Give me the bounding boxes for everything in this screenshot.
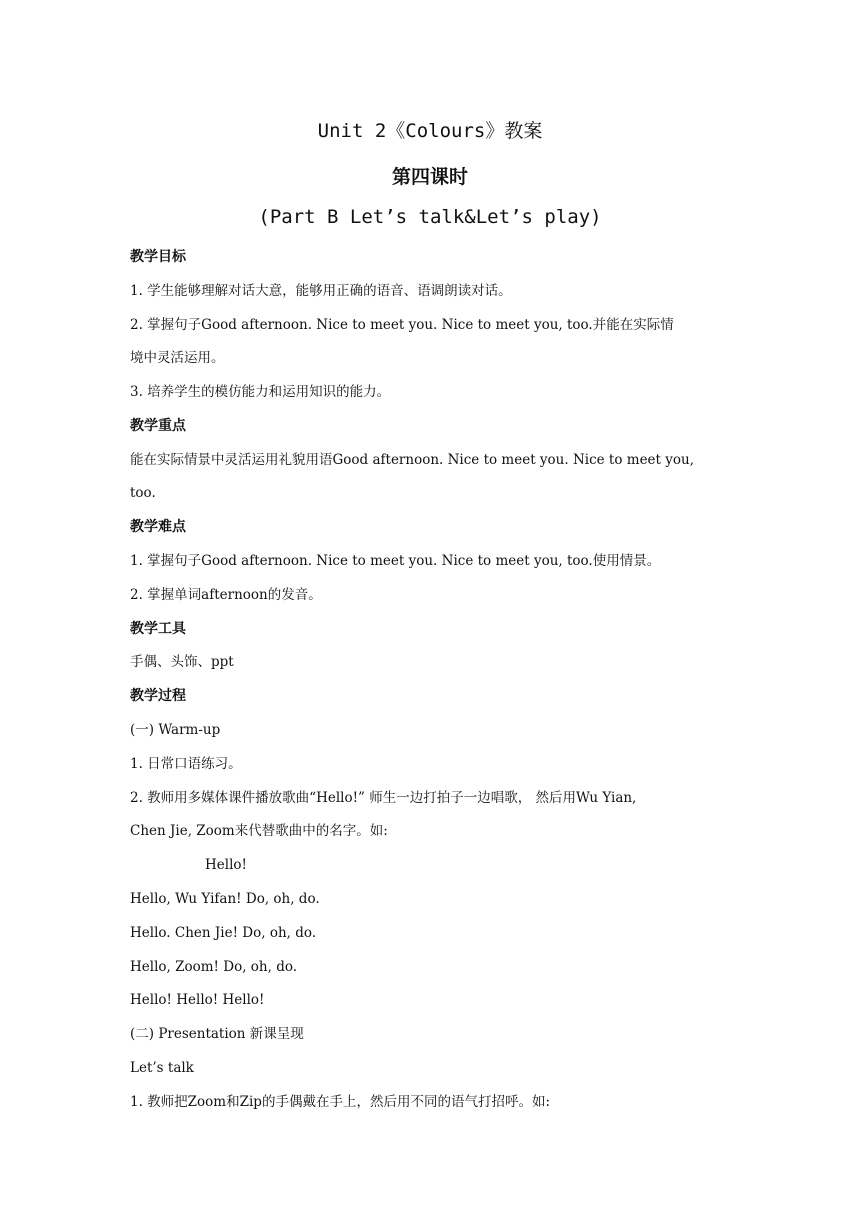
document-title: Unit 2《Colours》教案 bbox=[317, 120, 543, 142]
lesson-title: 第四课时 bbox=[391, 166, 468, 188]
step-item: 1. 日常口语练习。 bbox=[130, 756, 242, 772]
step-warmup: (一) Warm-up bbox=[130, 722, 221, 738]
process-heading: 教学过程 bbox=[130, 688, 186, 704]
objective-item-continuation: 境中灵活运用。 bbox=[130, 350, 225, 366]
step-presentation: (二) Presentation 新课呈现 bbox=[130, 1026, 304, 1042]
step-item-continuation: Chen Jie, Zoom来代替歌曲中的名字。如: bbox=[130, 823, 388, 839]
key-point-text: 能在实际情景中灵活运用礼貌用语Good afternoon. Nice to meet you. Nice to meet you, bbox=[130, 452, 695, 468]
step-item: 1. 教师把Zoom和Zip的手偶戴在手上，然后用不同的语气打招呼。如: bbox=[130, 1094, 550, 1110]
objective-item: 2. 掌握句子Good afternoon. Nice to meet you. Nice to meet you, too.并能在实际情 bbox=[130, 317, 674, 333]
tools-text: 手偶、头饰、ppt bbox=[130, 654, 234, 670]
lets-talk-label: Let’s talk bbox=[130, 1060, 194, 1076]
difficulty-item: 1. 掌握句子Good afternoon. Nice to meet you. Nice to meet you, too.使用情景。 bbox=[130, 553, 661, 569]
tools-heading: 教学工具 bbox=[130, 621, 186, 637]
part-title: (Part B Let’s talk&Let’s play) bbox=[258, 206, 602, 228]
song-line: Hello, Zoom! Do, oh, do. bbox=[130, 959, 298, 975]
difficulty-heading: 教学难点 bbox=[130, 519, 186, 535]
song-line: Hello, Wu Yifan! Do, oh, do. bbox=[130, 891, 320, 907]
step-item: 2. 教师用多媒体课件播放歌曲“Hello!” 师生一边打拍子一边唱歌， 然后用Wu Yian, bbox=[130, 790, 637, 806]
objective-item: 3. 培养学生的模仿能力和运用知识的能力。 bbox=[130, 384, 391, 400]
objective-item: 1. 学生能够理解对话大意，能够用正确的语音、语调朗读对话。 bbox=[130, 283, 512, 299]
song-line: Hello. Chen Jie! Do, oh, do. bbox=[130, 925, 317, 941]
key-points-heading: 教学重点 bbox=[130, 418, 186, 434]
difficulty-item: 2. 掌握单词afternoon的发音。 bbox=[130, 587, 322, 603]
objectives-heading: 教学目标 bbox=[130, 249, 186, 265]
song-line: Hello! Hello! Hello! bbox=[130, 992, 265, 1008]
key-point-continuation: too. bbox=[130, 485, 156, 501]
song-title: Hello! bbox=[205, 857, 247, 873]
